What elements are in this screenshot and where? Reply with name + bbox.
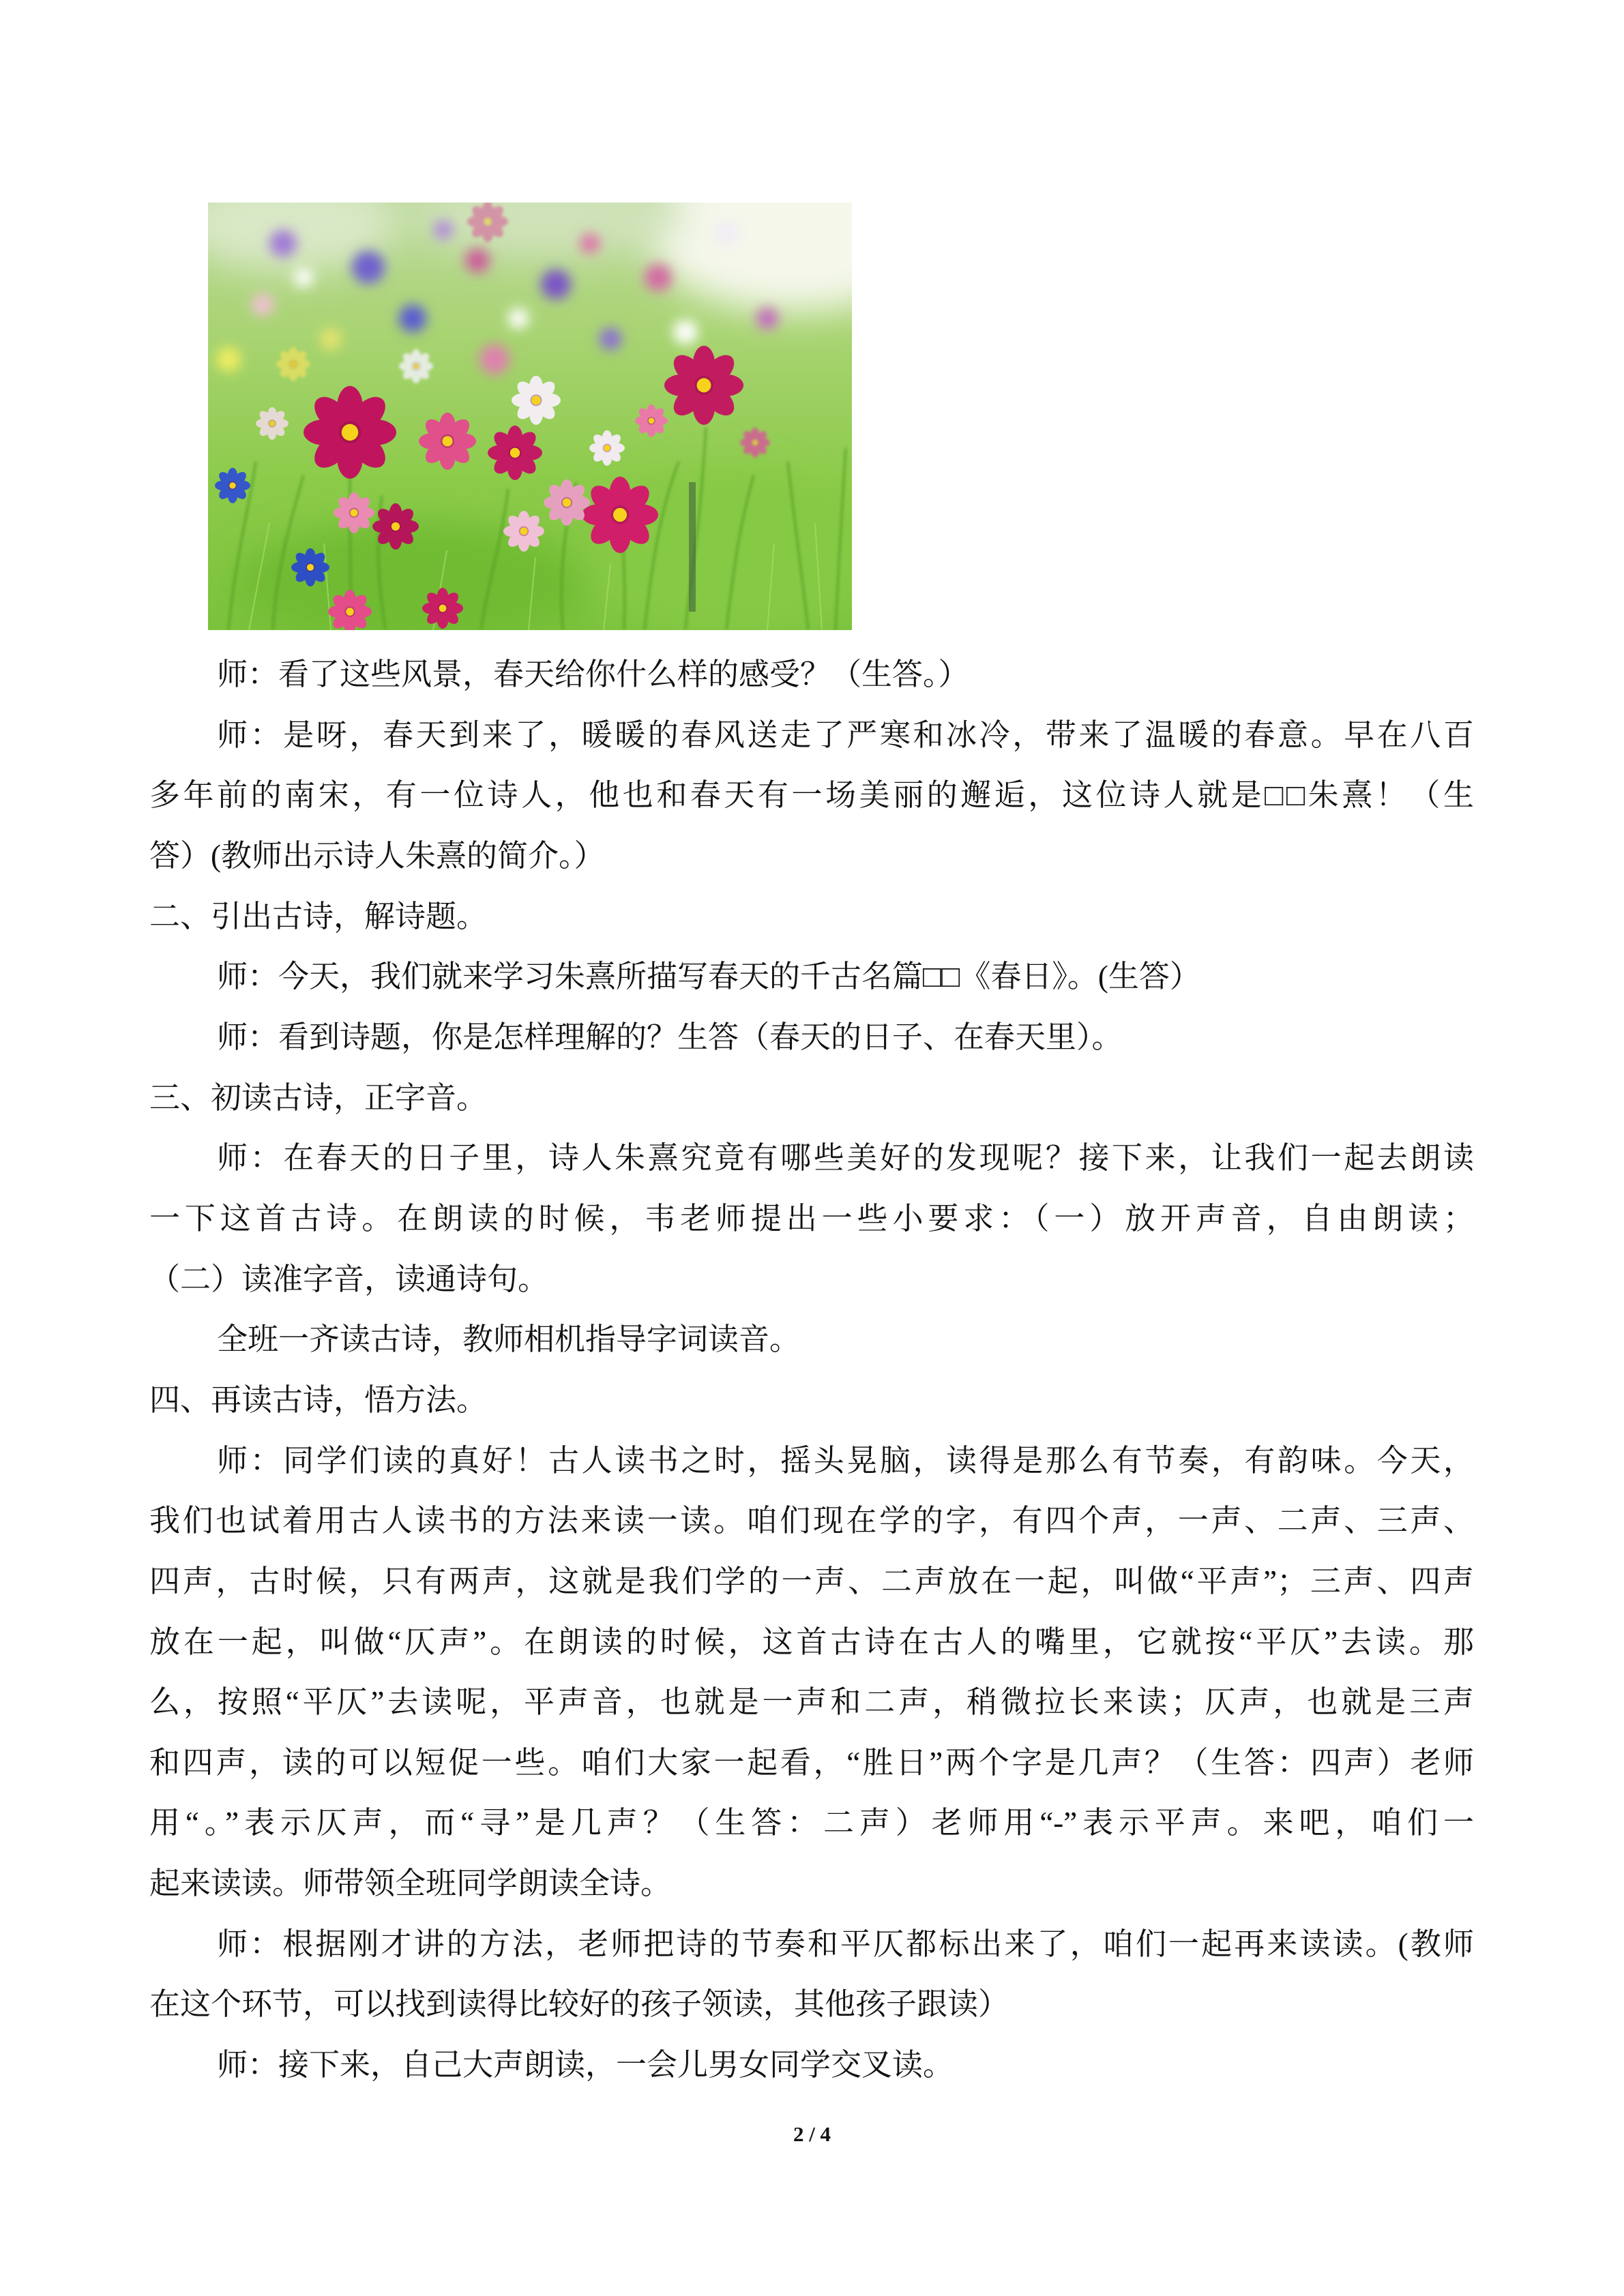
flower-field-photo <box>208 203 852 630</box>
section-heading: 二、引出古诗，解诗题。 <box>149 899 488 934</box>
text-line: 师：接下来，自己大声朗读，一会儿男女同学交叉读。 <box>217 2048 954 2083</box>
paragraph-title-meaning <box>149 1007 1474 1068</box>
paragraph-read-aloud <box>149 2035 1474 2096</box>
paragraph-feeling-question <box>149 644 1474 705</box>
text-line: 答）(教师出示诗人朱熹的简介。） <box>149 838 605 873</box>
text-line: 师：是呀，春天到来了，暖暖的春风送走了严寒和冰冷，带来了温暖的春意。早在八百 <box>217 717 1474 752</box>
text-line: （二）读准字音，读通诗句。 <box>149 1262 549 1296</box>
text-line: 起来读读。师带领全班同学朗读全诗。 <box>149 1866 672 1901</box>
text-line: 师：看了这些风景，春天给你什么样的感受？（生答。） <box>217 657 969 691</box>
section-heading-3 <box>149 1068 1474 1129</box>
text-line: 师：同学们读的真好！古人读书之时，摇头晃脑，读得是那么有节奏，有韵味。今天， <box>217 1443 1474 1478</box>
section-heading: 四、再读古诗，悟方法。 <box>149 1382 488 1417</box>
lesson-text <box>149 644 1474 2096</box>
text-line: 师：今天，我们就来学习朱熹所描写春天的千古名篇□□《春日》。(生答） <box>217 959 1200 994</box>
text-line: 全班一齐读古诗，教师相机指导字词读音。 <box>217 1322 801 1357</box>
text-line: 和四声，读的可以短促一些。咱们大家一起看，“胜日”两个字是几声？（生答：四声）老师 <box>149 1745 1474 1780</box>
text-line: 四声，古时候，只有两声，这就是我们学的一声、二声放在一起，叫做“平声”；三声、四声 <box>149 1564 1474 1598</box>
text-line: 在这个环节，可以找到读得比较好的孩子领读，其他孩子跟读） <box>149 1987 1009 2022</box>
flower-field-image <box>208 203 852 630</box>
text-line: 我们也试着用古人读书的方法来读一读。咱们现在学的字，有四个声，一声、二声、三声、 <box>149 1504 1474 1538</box>
paragraph-poem-title <box>149 946 1474 1007</box>
page-number: 2 / 4 <box>793 2122 831 2146</box>
section-heading-2 <box>149 886 1474 947</box>
paragraph-reading-requirements <box>149 1128 1474 1309</box>
paragraph-tones-method <box>149 1431 1474 1914</box>
text-line: 用“。”表示仄声，而“寻”是几声？（生答：二声）老师用“-”表示平声。来吧，咱们一 <box>149 1806 1474 1840</box>
text-line: 放在一起，叫做“仄声”。在朗读的时候，这首古诗在古人的嘴里，它就按“平仄”去读。那 <box>149 1624 1474 1659</box>
text-line: 师：根据刚才讲的方法，老师把诗的节奏和平仄都标出来了，咱们一起再来读读。(教师 <box>217 1926 1474 1961</box>
section-heading: 三、初读古诗，正字音。 <box>149 1080 488 1115</box>
text-line: 多年前的南宋，有一位诗人，他也和春天有一场美丽的邂逅，这位诗人就是□□朱熹！（生 <box>149 778 1474 813</box>
text-line: 么，按照“平仄”去读呢，平声音，也就是一声和二声，稍微拉长来读；仄声，也就是三声 <box>149 1685 1474 1720</box>
paragraph-zhu-xi-intro <box>149 705 1474 886</box>
text-line: 一下这首古诗。在朗读的时候，韦老师提出一些小要求：（一）放开声音，自由朗读； <box>149 1201 1474 1236</box>
text-line: 师：看到诗题，你是怎样理解的？生答（春天的日子、在春天里）。 <box>217 1019 1123 1054</box>
text-line: 师：在春天的日子里，诗人朱熹究竟有哪些美好的发现呢？接下来，让我们一起去朗读 <box>217 1141 1474 1176</box>
paragraph-class-reading <box>149 1309 1474 1370</box>
paragraph-rhythm-marking <box>149 1914 1474 2035</box>
section-heading-4 <box>149 1370 1474 1431</box>
